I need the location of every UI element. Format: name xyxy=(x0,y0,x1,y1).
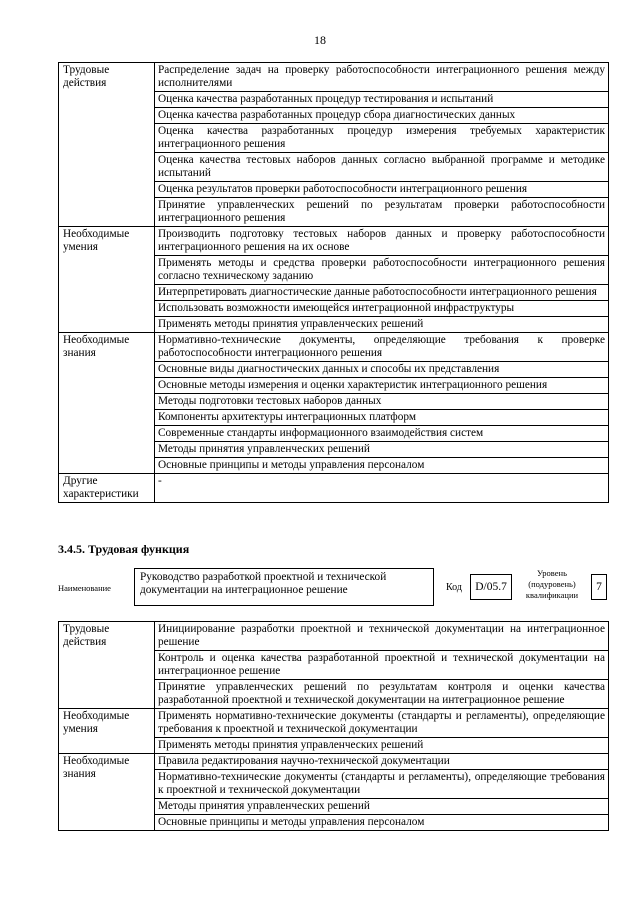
table-row xyxy=(59,709,609,738)
function-level: 7 xyxy=(591,574,607,600)
item-cell: Оценка результатов проверки работоспособности интеграционного решения xyxy=(155,182,609,198)
table-row xyxy=(59,474,609,503)
item-cell: Методы принятия управленческих решений xyxy=(155,799,609,815)
item-cell: Правила редактирования научно-технической документации xyxy=(155,754,609,770)
item-cell: Принятие управленческих решений по результатам контроля и оценки качества разработанной проектной и технической документации на интеграционное решение xyxy=(155,680,609,709)
item-cell: Использовать возможности имеющейся интеграционной инфраструктуры xyxy=(155,301,609,317)
table-row xyxy=(59,754,609,770)
item-cell: Основные принципы и методы управления персоналом xyxy=(155,815,609,831)
category-cell: Трудовые действия xyxy=(59,63,155,227)
code-label: Код xyxy=(446,582,462,593)
function-header xyxy=(58,568,618,612)
item-cell: Производить подготовку тестовых наборов данных и проверку работоспособности интеграционного решения на их основе xyxy=(155,227,609,256)
page-number: 18 xyxy=(314,33,326,47)
item-cell: Методы принятия управленческих решений xyxy=(155,442,609,458)
item-cell: Принятие управленческих решений по результатам проверки работоспособности интеграционного решения xyxy=(155,198,609,227)
item-cell: Интерпретировать диагностические данные работоспособности интеграционного решения xyxy=(155,285,609,301)
item-cell: Применять нормативно-технические документы (стандарты и регламенты), определяющие требования к проектной и технической документации xyxy=(155,709,609,738)
item-cell: - xyxy=(155,474,609,503)
item-cell: Нормативно-технические документы, определяющие требования к проверке работоспособности интеграционного решения xyxy=(155,333,609,362)
item-cell: Инициирование разработки проектной и технической документации на интеграционное решение xyxy=(155,622,609,651)
item-cell: Основные методы измерения и оценки характеристик интеграционного решения xyxy=(155,378,609,394)
category-cell: Необходимые умения xyxy=(59,709,155,754)
category-cell: Другие характеристики xyxy=(59,474,155,503)
category-cell: Трудовые действия xyxy=(59,622,155,709)
section-title: 3.4.5. Трудовая функция xyxy=(58,542,190,556)
item-cell: Основные виды диагностических данных и способы их представления xyxy=(155,362,609,378)
level-label: Уровень (подуровень) квалификации xyxy=(525,568,579,600)
item-cell: Оценка качества разработанных процедур измерения требуемых характеристик интеграционного решения xyxy=(155,124,609,153)
item-cell: Основные принципы и методы управления персоналом xyxy=(155,458,609,474)
item-cell: Методы подготовки тестовых наборов данных xyxy=(155,394,609,410)
table-row xyxy=(59,333,609,362)
table-row xyxy=(59,622,609,651)
category-cell: Необходимые знания xyxy=(59,754,155,831)
function-name: Руководство разработкой проектной и технической документации на интеграционное решение xyxy=(134,568,434,606)
table-row xyxy=(59,227,609,256)
requirements-table-2 xyxy=(58,621,609,831)
item-cell: Оценка качества разработанных процедур тестирования и испытаний xyxy=(155,92,609,108)
item-cell: Современные стандарты информационного взаимодействия систем xyxy=(155,426,609,442)
table-row xyxy=(59,63,609,92)
category-cell: Необходимые знания xyxy=(59,333,155,474)
item-cell: Оценка качества разработанных процедур сбора диагностических данных xyxy=(155,108,609,124)
name-label: Наименование xyxy=(58,583,111,593)
item-cell: Нормативно-технические документы (стандарты и регламенты), определяющие требования к проектной и технической документации xyxy=(155,770,609,799)
item-cell: Распределение задач на проверку работоспособности интеграционного решения между исполнителями xyxy=(155,63,609,92)
item-cell: Оценка качества тестовых наборов данных согласно выбранной программе и методике испытаний xyxy=(155,153,609,182)
item-cell: Применять методы и средства проверки работоспособности интеграционного решения согласно техническому заданию xyxy=(155,256,609,285)
item-cell: Применять методы принятия управленческих решений xyxy=(155,738,609,754)
function-code: D/05.7 xyxy=(470,574,512,600)
item-cell: Компоненты архитектуры интеграционных платформ xyxy=(155,410,609,426)
item-cell: Применять методы принятия управленческих решений xyxy=(155,317,609,333)
item-cell: Контроль и оценка качества разработанной проектной и технической документации на интеграционное решение xyxy=(155,651,609,680)
category-cell: Необходимые умения xyxy=(59,227,155,333)
requirements-table-1 xyxy=(58,62,609,503)
